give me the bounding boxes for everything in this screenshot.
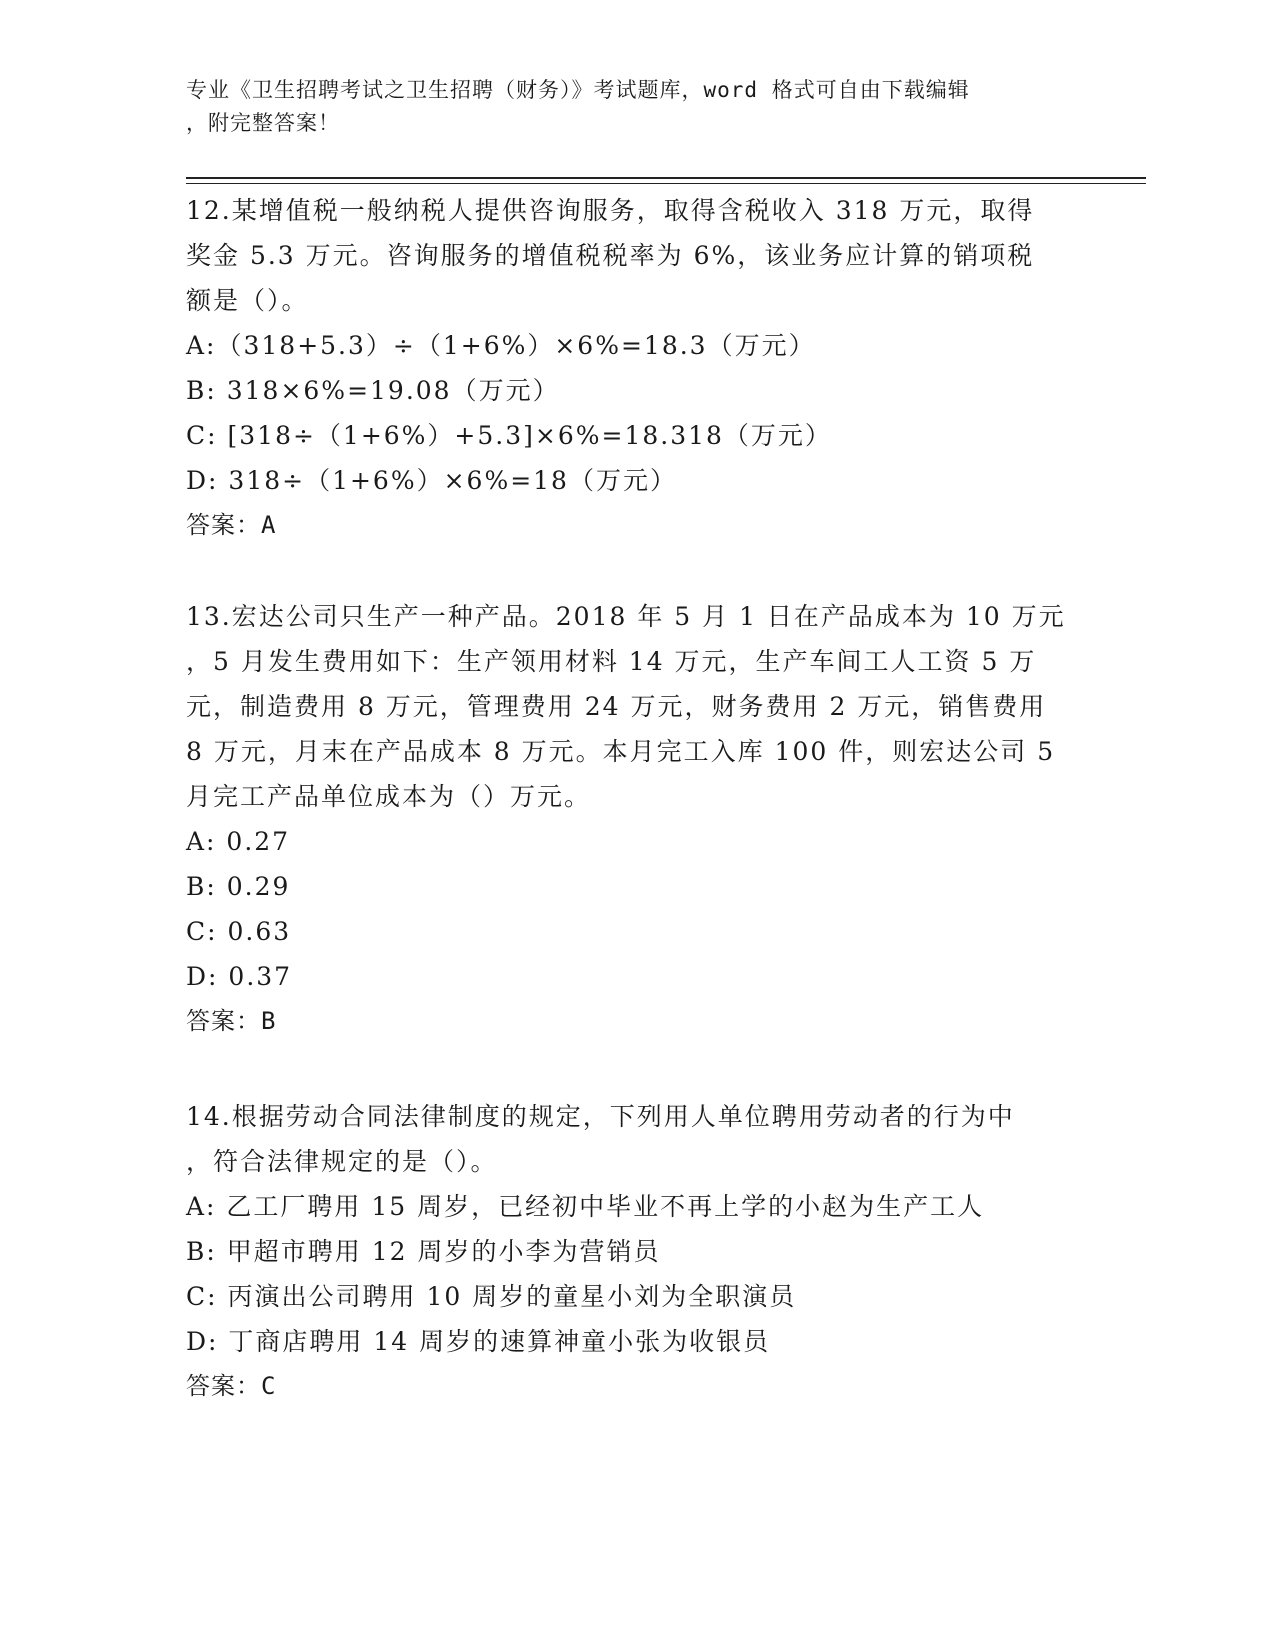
- header-line-1: 专业《卫生招聘考试之卫生招聘（财务）》考试题库，word 格式可自由下载编辑: [186, 78, 970, 102]
- option-b: B: 0.29: [186, 872, 291, 901]
- option-d: D: 0.37: [186, 962, 293, 991]
- option-c: C: [318÷（1+6%）+5.3]×6%=18.318（万元）: [186, 421, 832, 450]
- option-c: C: 0.63: [186, 917, 292, 946]
- answer: 答案：C: [186, 1372, 277, 1400]
- option-d: D: 丁商店聘用 14 周岁的速算神童小张为收银员: [186, 1327, 771, 1356]
- option-b: B: 318×6%=19.08（万元）: [186, 376, 560, 405]
- stem-line: 13.宏达公司只生产一种产品。2018 年 5 月 1 日在产品成本为 10 万元: [186, 602, 1066, 631]
- header-divider-thin: [186, 183, 1146, 184]
- option-a: A: 0.27: [186, 827, 291, 856]
- stem-line: 14.根据劳动合同法律制度的规定，下列用人单位聘用劳动者的行为中: [186, 1102, 1015, 1131]
- answer: 答案：A: [186, 511, 277, 539]
- option-b: B: 甲超市聘用 12 周岁的小李为营销员: [186, 1237, 661, 1266]
- header-divider-thick: [186, 177, 1146, 179]
- question-14: [186, 1094, 1066, 1409]
- stem-line: ，5 月发生费用如下：生产领用材料 14 万元，生产车间工人工资 5 万: [186, 647, 1037, 676]
- stem-line: 12.某增值税一般纳税人提供咨询服务，取得含税收入 318 万元，取得: [186, 196, 1035, 225]
- option-c: C: 丙演出公司聘用 10 周岁的童星小刘为全职演员: [186, 1282, 797, 1311]
- stem-line: 额是（）。: [186, 286, 309, 315]
- question-13: [186, 594, 1066, 1044]
- document-header: [186, 74, 1066, 140]
- question-12: [186, 188, 1066, 548]
- stem-line: 8 万元，月末在产品成本 8 万元。本月完工入库 100 件，则宏达公司 5: [186, 737, 1056, 766]
- question-stem: [186, 188, 1066, 323]
- stem-line: 奖金 5.3 万元。咨询服务的增值税税率为 6%，该业务应计算的销项税: [186, 241, 1035, 270]
- answer: 答案：B: [186, 1007, 277, 1035]
- stem-line: 月完工产品单位成本为（）万元。: [186, 782, 592, 811]
- option-a: A: 乙工厂聘用 15 周岁，已经初中毕业不再上学的小赵为生产工人: [186, 1192, 985, 1221]
- stem-line: ，符合法律规定的是（）。: [186, 1147, 498, 1176]
- question-stem: [186, 1094, 1066, 1184]
- option-a: A:（318+5.3）÷（1+6%）×6%=18.3（万元）: [186, 331, 816, 360]
- option-d: D: 318÷（1+6%）×6%=18（万元）: [186, 466, 677, 495]
- question-stem: [186, 594, 1066, 819]
- header-line-2: ，附完整答案！: [186, 111, 340, 135]
- stem-line: 元，制造费用 8 万元，管理费用 24 万元，财务费用 2 万元，销售费用: [186, 692, 1047, 721]
